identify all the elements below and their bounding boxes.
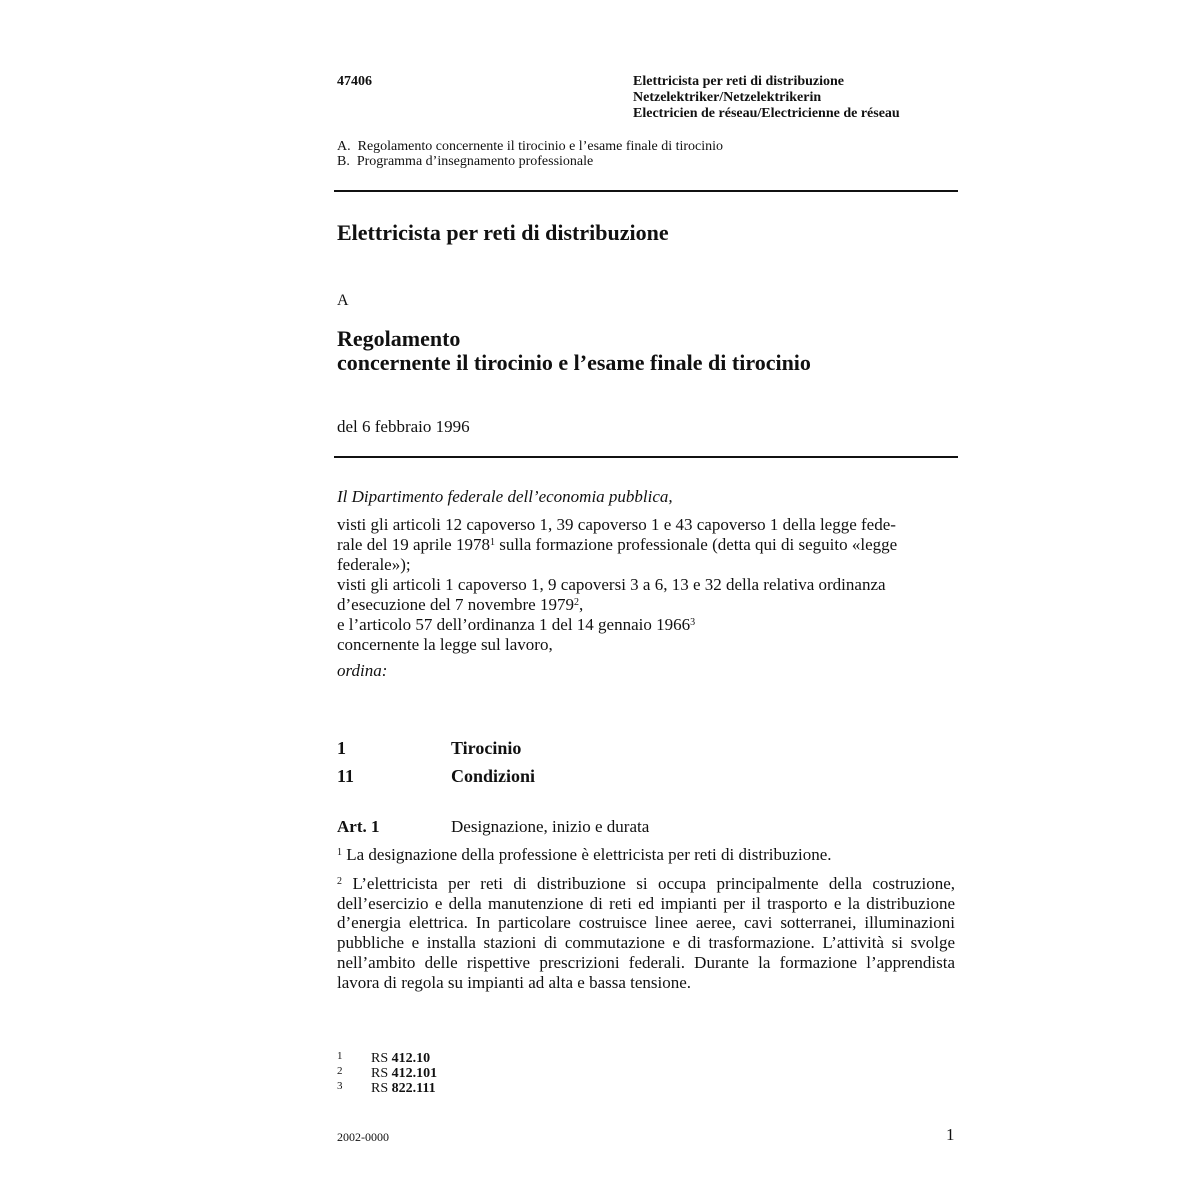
title-divider [334,456,958,458]
preamble-authority: Il Dipartimento federale dell’economia pubblica, [337,487,673,506]
footnote-3: 3 RS 822.111 [337,1080,436,1096]
footnote-ref[interactable]: 1 [489,537,495,548]
footnote-ref[interactable]: 2 [573,597,579,608]
contents-item-a: A. Regolamento concernente il tirocinio e l’esame finale di tirocinio [337,139,724,154]
paragraph-mark: 1 [337,847,342,858]
section-title: Tirocinio [451,738,522,758]
preamble-line: visti gli articoli 12 capoverso 1, 39 capoverso 1 e 43 capoverso 1 della legge fede- [337,515,896,534]
footnote-ref[interactable]: 3 [690,617,696,628]
footer-code: 2002-0000 [337,1130,389,1144]
header-title-it: Elettricista per reti di distribuzione [633,74,845,89]
header-title-fr: Electricien de réseau/Electricienne de réseau [633,106,900,121]
footnote-2: 2 RS 412.101 [337,1065,438,1081]
section-title: Condizioni [451,766,536,786]
page-number: 1 [946,1125,955,1144]
article-title: Designazione, inizio e durata [451,817,650,836]
article-heading [337,817,649,837]
document-page [337,0,958,1200]
preamble [337,487,958,681]
preamble-decree: ordina: [337,661,388,680]
article-paragraph-2: $^2$ L’elettricista per reti di distribuzione si occupa principalmente della costruzione, dell’esercizio e della manutenzione di reti ed impianti per il trasporto e la distribuzione d’energia elettrica. In particolare costruisce linee aeree, cavi sotterranei, illuminazioni pubbliche e installa stazioni di commutazione e di trasformazione. L’attività si svolge nell’ambito delle rispettive prescrizioni federali. Durante la formazione l’apprendista lavora di regola su impianti ad alta e bassa tensione. [337,874,955,992]
regulation-title-line1: Regolamento [337,326,461,351]
preamble-line: federale»); [337,555,411,574]
paragraph-mark: 2 [337,876,342,887]
article-number: Art. 1 [337,817,380,836]
footnote-mark: 1 [337,1050,343,1062]
preamble-line: e l’articolo 57 dell’ordinanza 1 del 14 gennaio 1966$^3$ [337,615,696,634]
regulation-title [337,327,811,375]
footnote-mark: 2 [337,1065,343,1077]
footnote-mark: 3 [337,1080,343,1092]
document-title: Elettricista per reti di distribuzione [337,220,669,245]
header-title-de: Netzelektriker/Netzelektrikerin [633,90,822,105]
preamble-line: concernente la legge sul lavoro, [337,635,553,654]
regulation-date: del 6 febbraio 1996 [337,417,470,436]
preamble-line: rale del 19 aprile 1978$^1$ sulla formazione professionale (detta qui di seguito «legge [337,535,898,554]
article-paragraph-1: $^1$ La designazione della professione è elettricista per reti di distribuzione. [337,845,832,864]
footnote-1: 1 RS 412.10 [337,1050,431,1066]
preamble-line: visti gli articoli 1 capoverso 1, 9 capoversi 3 a 6, 13 e 32 della relativa ordinanza [337,575,886,594]
part-letter: A [337,292,349,309]
section-heading-1 [337,738,521,759]
section-number: 1 [337,738,346,758]
preamble-line: d’esecuzione del 7 novembre 1979$^2$, [337,595,584,614]
contents-item-b: B. Programma d’insegnamento professionale [337,154,594,169]
section-number: 11 [337,766,355,786]
regulation-title-line2: concernente il tirocinio e l’esame finale di tirocinio [337,350,811,375]
document-number: 47406 [337,74,372,89]
contents-list [337,139,723,169]
header-divider [334,190,958,192]
header-titles [633,74,900,122]
section-heading-11 [337,766,535,787]
